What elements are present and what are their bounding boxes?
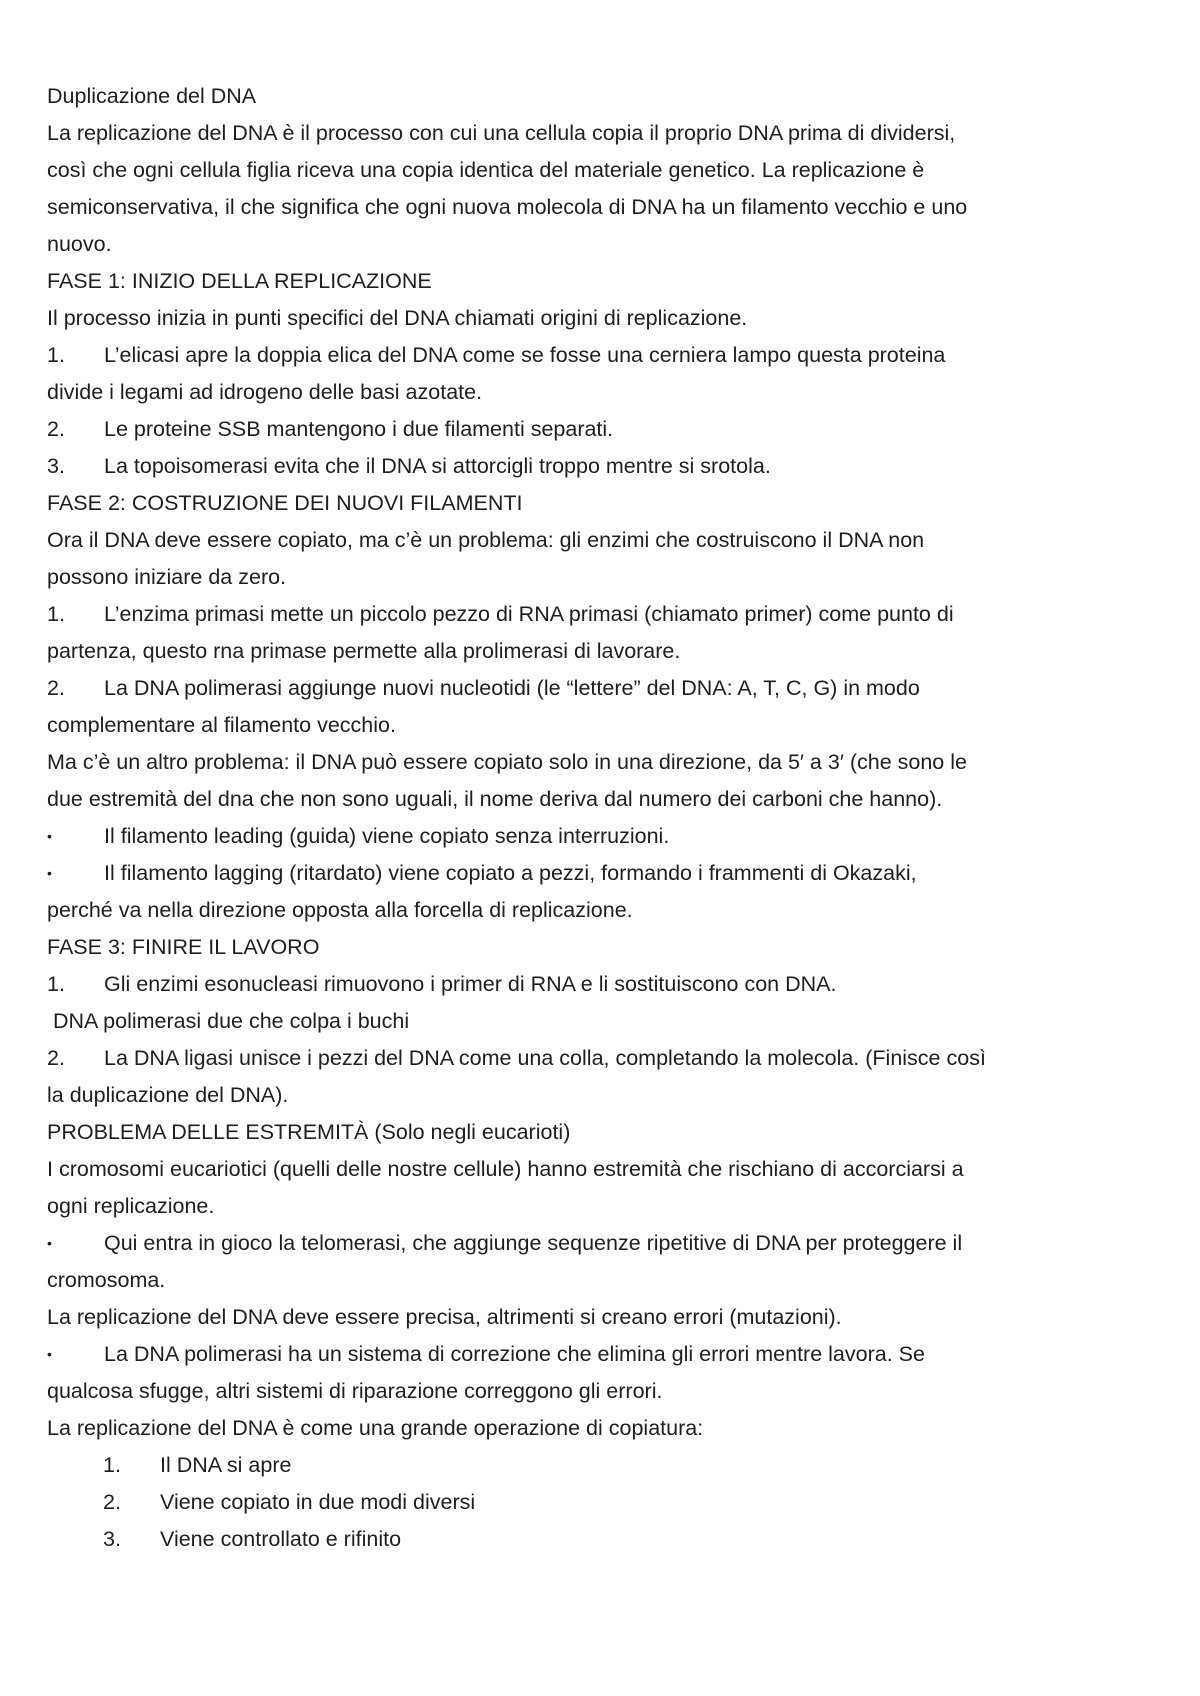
list-item-text: Le proteine SSB mantengono i due filamenti separati. <box>104 417 614 441</box>
bullet-icon: • <box>47 1235 52 1251</box>
list-item <box>47 818 1167 855</box>
text-line: semiconservativa, il che significa che ogni nuova molecola di DNA ha un filamento vecchio e uno <box>47 195 968 219</box>
list-item-text: Viene copiato in due modi diversi <box>160 1490 476 1514</box>
list-item <box>47 337 1167 374</box>
text-line: nuovo. <box>47 232 112 256</box>
section-heading: FASE 2: COSTRUZIONE DEI NUOVI FILAMENTI <box>47 491 523 515</box>
list-item-continuation: qualcosa sfugge, altri sistemi di riparazione correggono gli errori. <box>47 1379 663 1403</box>
list-number: 2. <box>47 417 65 441</box>
list-number: 2. <box>47 1046 65 1070</box>
list-item <box>47 448 1167 485</box>
list-item-continuation: cromosoma. <box>47 1268 166 1292</box>
list-item-text: L’elicasi apre la doppia elica del DNA come se fosse una cerniera lampo questa proteina <box>104 343 946 367</box>
list-item <box>47 966 1167 1003</box>
list-number: 1. <box>47 602 65 626</box>
list-number: 3. <box>103 1527 121 1551</box>
text-line: I cromosomi eucariotici (quelli delle nostre cellule) hanno estremità che rischiano di accorciarsi a <box>47 1157 964 1181</box>
text-line: ogni replicazione. <box>47 1194 215 1218</box>
list-number: 2. <box>103 1490 121 1514</box>
numbered-list <box>47 337 1167 485</box>
list-item-continuation: perché va nella direzione opposta alla forcella di replicazione. <box>47 898 633 922</box>
section-heading: FASE 1: INIZIO DELLA REPLICAZIONE <box>47 269 432 293</box>
list-number: 2. <box>47 676 65 700</box>
list-number: 1. <box>47 343 65 367</box>
list-item-text: La DNA polimerasi ha un sistema di correzione che elimina gli errori mentre lavora. Se <box>104 1342 925 1366</box>
list-item-text: La DNA polimerasi aggiunge nuovi nucleotidi (le “lettere” del DNA: A, T, C, G) in modo <box>104 676 920 700</box>
bullet-icon: • <box>47 828 52 844</box>
intro-paragraph <box>47 115 1167 263</box>
summary-list <box>47 1447 1167 1558</box>
list-item <box>47 855 1167 892</box>
list-item-text: La DNA ligasi unisce i pezzi del DNA come una colla, completando la molecola. (Finisce così <box>104 1046 986 1070</box>
numbered-list <box>47 596 1167 744</box>
text-line: La replicazione del DNA deve essere precisa, altrimenti si creano errori (mutazioni). <box>47 1305 842 1329</box>
bullet-icon: • <box>47 865 52 881</box>
text-line: così che ogni cellula figlia riceva una copia identica del materiale genetico. La replicazione è <box>47 158 925 182</box>
bullet-list <box>47 818 1167 929</box>
list-item-text: Il DNA si apre <box>160 1453 292 1477</box>
document-title: Duplicazione del DNA <box>47 84 257 108</box>
list-item-continuation: partenza, questo rna primase permette alla prolimerasi di lavorare. <box>47 639 681 663</box>
list-item-continuation: la duplicazione del DNA). <box>47 1083 289 1107</box>
list-item <box>47 1040 1167 1077</box>
list-number: 3. <box>47 454 65 478</box>
list-item-text: Il filamento lagging (ritardato) viene copiato a pezzi, formando i frammenti di Okazaki, <box>104 861 917 885</box>
text-line: La replicazione del DNA è come una grande operazione di copiatura: <box>47 1416 704 1440</box>
list-item <box>47 670 1167 707</box>
list-number: 1. <box>103 1453 121 1477</box>
list-item-text: L’enzima primasi mette un piccolo pezzo di RNA primasi (chiamato primer) come punto di <box>104 602 954 626</box>
list-item <box>103 1484 1167 1521</box>
text-line: Il processo inizia in punti specifici del DNA chiamati origini di replicazione. <box>47 306 748 330</box>
text-line: La replicazione del DNA è il processo con cui una cellula copia il proprio DNA prima di dividersi, <box>47 121 956 145</box>
section-heading: FASE 3: FINIRE IL LAVORO <box>47 935 320 959</box>
list-item <box>47 1336 1167 1373</box>
text-line: Ma c’è un altro problema: il DNA può essere copiato solo in una direzione, da 5′ a 3′ (che sono le <box>47 750 967 774</box>
list-item-text: La topoisomerasi evita che il DNA si attorcigli troppo mentre si srotola. <box>104 454 771 478</box>
list-item <box>47 596 1167 633</box>
text-line: due estremità del dna che non sono uguali, il nome deriva dal numero dei carboni che hanno). <box>47 787 943 811</box>
text-line: possono iniziare da zero. <box>47 565 287 589</box>
list-item <box>47 1225 1167 1262</box>
list-item-text: Qui entra in gioco la telomerasi, che aggiunge sequenze ripetitive di DNA per proteggere il <box>104 1231 963 1255</box>
note-line: DNA polimerasi due che colpa i buchi <box>47 1009 410 1033</box>
list-item-continuation: complementare al filamento vecchio. <box>47 713 396 737</box>
list-item <box>103 1447 1167 1484</box>
document-page <box>47 78 1167 1558</box>
text-line: Ora il DNA deve essere copiato, ma c’è un problema: gli enzimi che costruiscono il DNA non <box>47 528 925 552</box>
list-item-text: Viene controllato e rifinito <box>160 1527 402 1551</box>
section-heading: PROBLEMA DELLE ESTREMITÀ (Solo negli eucarioti) <box>47 1120 571 1144</box>
list-item-text: Gli enzimi esonucleasi rimuovono i primer di RNA e li sostituiscono con DNA. <box>104 972 837 996</box>
list-item-continuation: divide i legami ad idrogeno delle basi azotate. <box>47 380 483 404</box>
list-number: 1. <box>47 972 65 996</box>
list-item <box>47 411 1167 448</box>
list-item <box>103 1521 1167 1558</box>
list-item-text: Il filamento leading (guida) viene copiato senza interruzioni. <box>104 824 670 848</box>
bullet-icon: • <box>47 1346 52 1362</box>
